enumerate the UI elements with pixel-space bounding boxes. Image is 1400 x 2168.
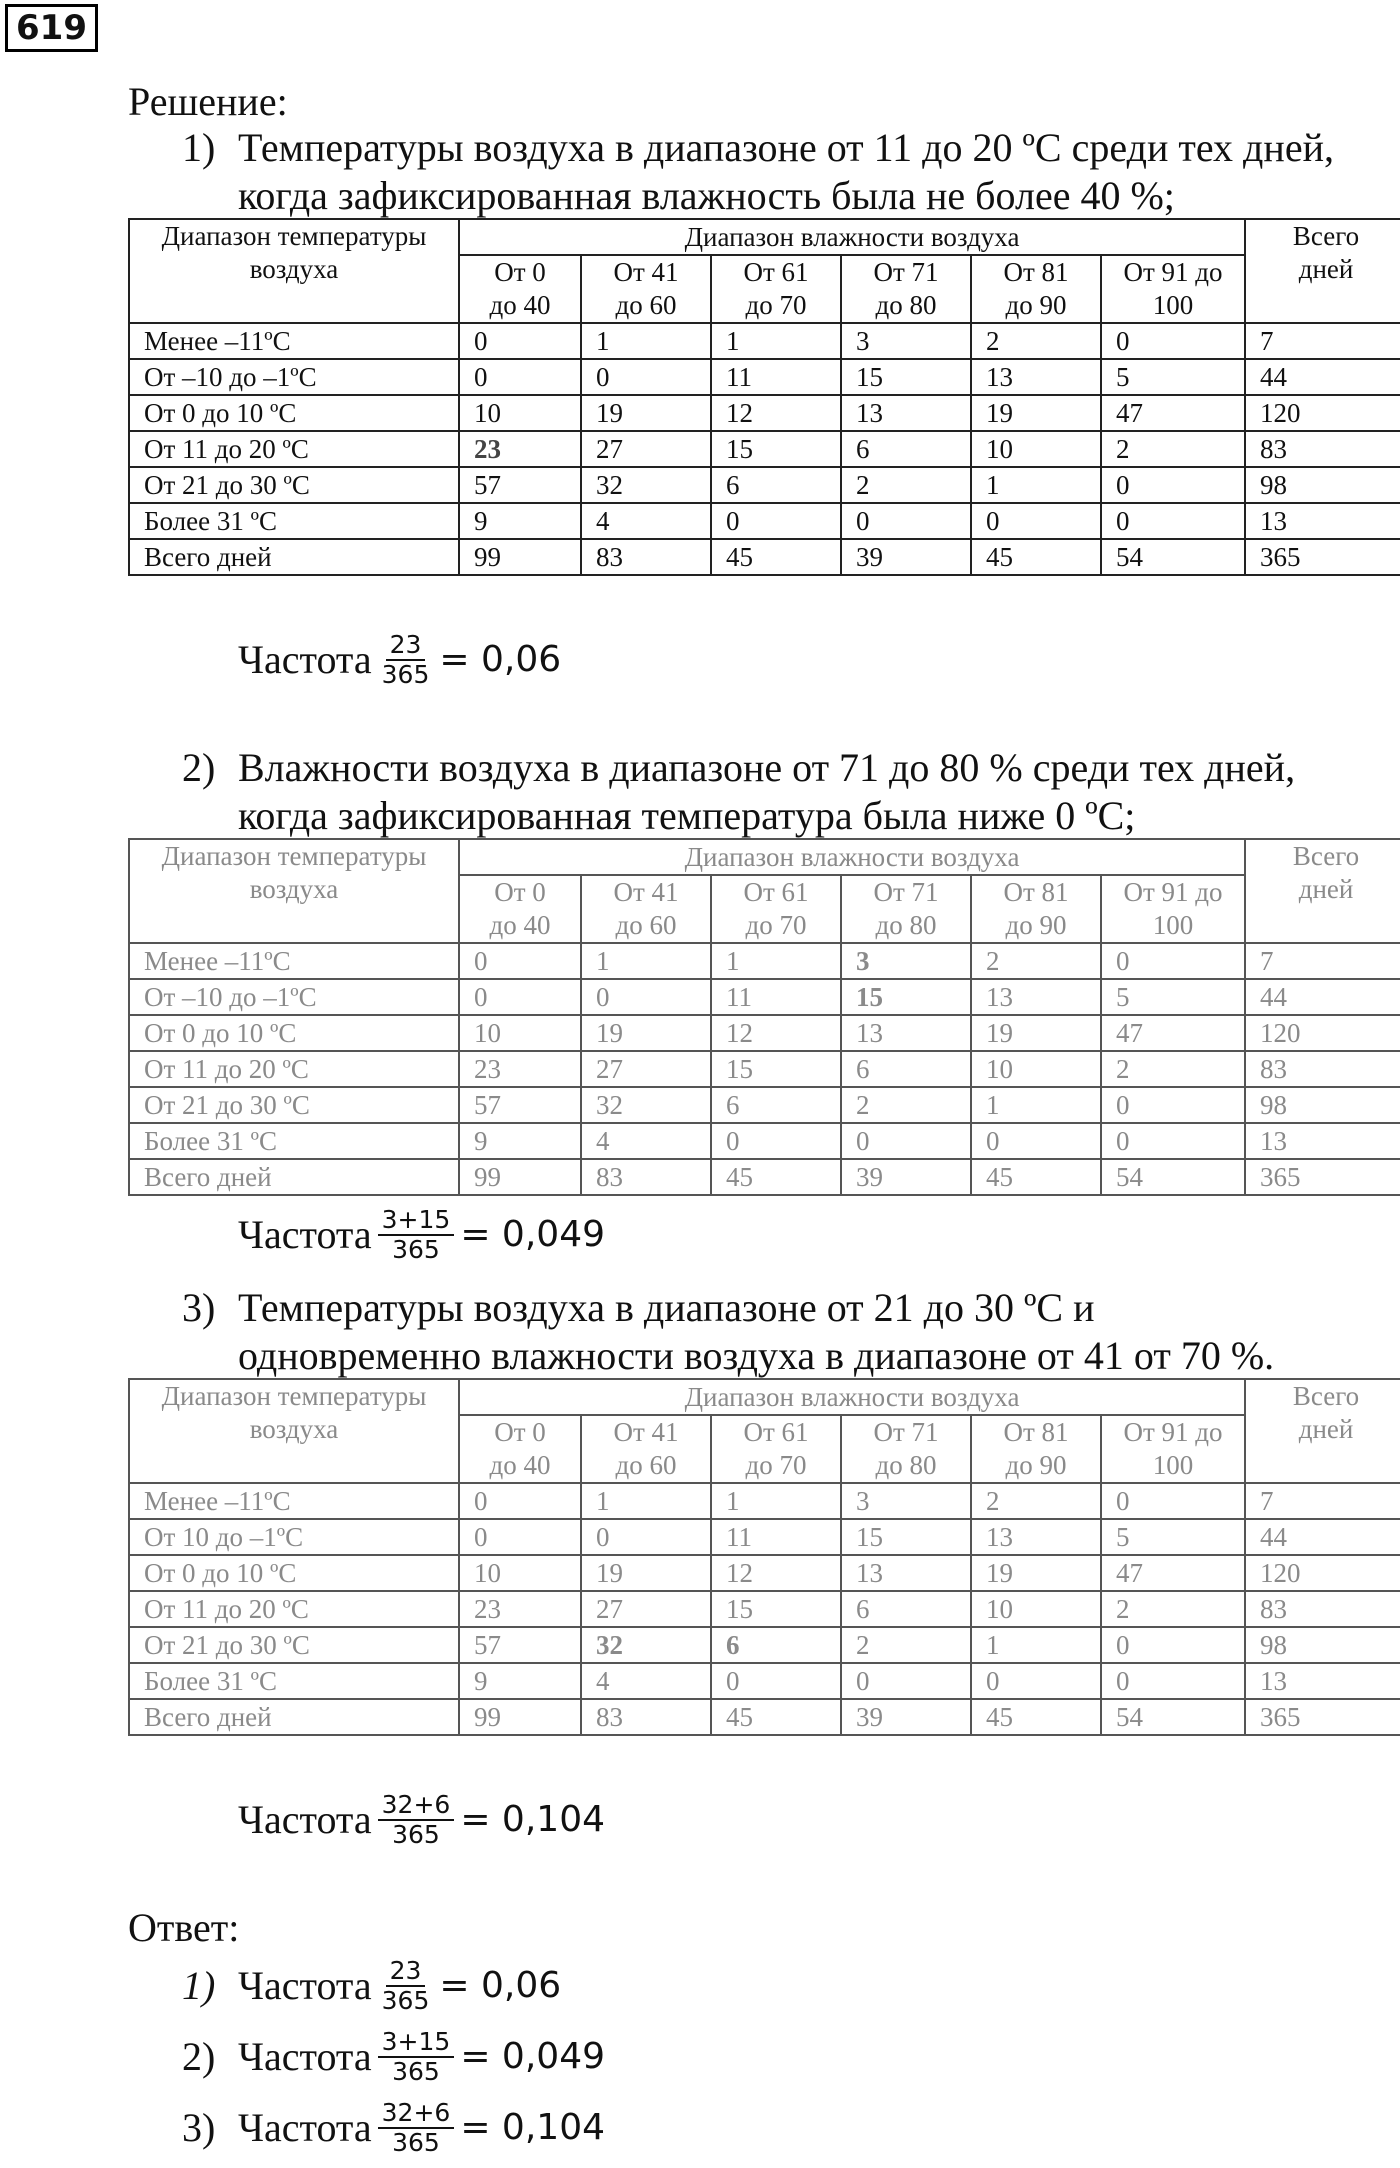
header-total-days: Всего дней xyxy=(1245,219,1400,323)
frequency-table-2 xyxy=(128,838,1400,1196)
table-cell: 13 xyxy=(1245,1663,1400,1699)
table-row xyxy=(129,1699,1400,1735)
table-cell: 10 xyxy=(459,395,581,431)
table-cell: 0 xyxy=(459,943,581,979)
row-label: От 21 до 30 ºС xyxy=(129,1087,459,1123)
fraction xyxy=(378,2099,455,2157)
row-label: От 21 до 30 ºС xyxy=(129,1627,459,1663)
table-cell: 99 xyxy=(459,1159,581,1195)
row-label: От 11 до 20 ºС xyxy=(129,431,459,467)
table-cell: 13 xyxy=(841,395,971,431)
table-row xyxy=(129,1123,1400,1159)
table-cell: 1 xyxy=(971,1087,1101,1123)
row-label: От 11 до 20 ºС xyxy=(129,1051,459,1087)
header-humidity-col: От 71 до 80 xyxy=(841,875,971,943)
table-cell: 13 xyxy=(971,1519,1101,1555)
table-cell: 47 xyxy=(1101,395,1245,431)
table-cell: 32 xyxy=(581,1087,711,1123)
table-cell: 0 xyxy=(1101,467,1245,503)
table-cell: 54 xyxy=(1101,1699,1245,1735)
table-cell: 23 xyxy=(459,431,581,467)
header-humidity-col: От 41 до 60 xyxy=(581,1415,711,1483)
table-cell: 2 xyxy=(841,1627,971,1663)
table-cell: 2 xyxy=(841,1087,971,1123)
table-row xyxy=(129,1483,1400,1519)
table-cell: 15 xyxy=(711,431,841,467)
header-humidity-col: От 91 до 100 xyxy=(1101,1415,1245,1483)
table-cell: 45 xyxy=(971,1159,1101,1195)
table-cell: 365 xyxy=(1245,539,1400,575)
table-cell: 19 xyxy=(971,1015,1101,1051)
part1-line1 xyxy=(182,124,1334,172)
row-label: Всего дней xyxy=(129,539,459,575)
table-cell: 0 xyxy=(1101,503,1245,539)
row-label: Более 31 ºС xyxy=(129,1123,459,1159)
result: = 0,06 xyxy=(439,639,562,680)
row-label: От –10 до –1ºС xyxy=(129,979,459,1015)
table-cell: 0 xyxy=(459,1483,581,1519)
table-cell: 19 xyxy=(581,395,711,431)
table-cell: 0 xyxy=(971,1663,1101,1699)
table-row xyxy=(129,1519,1400,1555)
header-humidity-col: От 91 до 100 xyxy=(1101,255,1245,323)
table-cell: 23 xyxy=(459,1051,581,1087)
table-cell: 4 xyxy=(581,503,711,539)
row-label: Более 31 ºС xyxy=(129,503,459,539)
table-cell: 1 xyxy=(581,1483,711,1519)
table-cell: 0 xyxy=(459,1519,581,1555)
header-humidity-range: Диапазон влажности воздуха xyxy=(459,839,1245,875)
table-row xyxy=(129,943,1400,979)
table-cell: 5 xyxy=(1101,979,1245,1015)
table-cell: 0 xyxy=(841,1663,971,1699)
table-cell: 365 xyxy=(1245,1159,1400,1195)
table-cell: 1 xyxy=(581,943,711,979)
numerator: 32+6 xyxy=(378,1791,455,1821)
row-label: Менее –11ºС xyxy=(129,1483,459,1519)
table-cell: 45 xyxy=(971,539,1101,575)
table-cell: 83 xyxy=(581,1159,711,1195)
row-label: Менее –11ºС xyxy=(129,943,459,979)
table-cell: 3 xyxy=(841,323,971,359)
table-cell: 7 xyxy=(1245,943,1400,979)
header-humidity-col: От 0 до 40 xyxy=(459,1415,581,1483)
table-row xyxy=(129,431,1400,467)
row-label: Более 31 ºС xyxy=(129,1663,459,1699)
table-cell: 0 xyxy=(1101,1087,1245,1123)
table-cell: 98 xyxy=(1245,1087,1400,1123)
answer-number: 3) xyxy=(182,2105,216,2150)
table-cell: 27 xyxy=(581,1591,711,1627)
part1-text-line1: Температуры воздуха в диапазоне от 11 до 20 ºС среди тех дней, xyxy=(238,125,1334,170)
table-header-row xyxy=(129,839,1400,875)
table-cell: 12 xyxy=(711,1015,841,1051)
answer-label: Ответ: xyxy=(128,1905,240,1950)
table-cell: 27 xyxy=(581,1051,711,1087)
table-cell: 44 xyxy=(1245,979,1400,1015)
table-cell: 0 xyxy=(711,1123,841,1159)
table-cell: 13 xyxy=(971,359,1101,395)
table-row xyxy=(129,1591,1400,1627)
table-row xyxy=(129,395,1400,431)
row-label: От 0 до 10 ºС xyxy=(129,1555,459,1591)
table-cell: 27 xyxy=(581,431,711,467)
table-cell: 4 xyxy=(581,1663,711,1699)
table-cell: 57 xyxy=(459,467,581,503)
table-cell: 39 xyxy=(841,1159,971,1195)
part1-formula xyxy=(238,630,561,690)
table-cell: 1 xyxy=(971,467,1101,503)
row-label: От –10 до –1ºС xyxy=(129,359,459,395)
table-cell: 11 xyxy=(711,979,841,1015)
table-cell: 0 xyxy=(1101,1123,1245,1159)
freq-word: Частота xyxy=(238,1212,372,1257)
table-cell: 10 xyxy=(971,1051,1101,1087)
table-cell: 6 xyxy=(711,1087,841,1123)
table-header-row xyxy=(129,219,1400,255)
table-cell: 0 xyxy=(711,503,841,539)
table-cell: 11 xyxy=(711,359,841,395)
header-humidity-col: От 61 до 70 xyxy=(711,255,841,323)
table-cell: 9 xyxy=(459,503,581,539)
table-cell: 2 xyxy=(971,943,1101,979)
table-cell: 83 xyxy=(1245,431,1400,467)
part1-line2: когда зафиксированная влажность была не более 40 %; xyxy=(238,173,1175,218)
table-cell: 6 xyxy=(841,1051,971,1087)
table-cell: 0 xyxy=(459,323,581,359)
table-cell: 15 xyxy=(711,1591,841,1627)
header-humidity-col: От 91 до 100 xyxy=(1101,875,1245,943)
table-cell: 120 xyxy=(1245,1015,1400,1051)
header-humidity-col: От 41 до 60 xyxy=(581,875,711,943)
denominator: 365 xyxy=(392,1235,440,1264)
part2-line2: когда зафиксированная температура была ниже 0 ºС; xyxy=(238,793,1136,838)
header-humidity-col: От 71 до 80 xyxy=(841,255,971,323)
table-cell: 10 xyxy=(459,1555,581,1591)
table-cell: 3 xyxy=(841,1483,971,1519)
answer-1 xyxy=(182,1956,561,2016)
frequency-table-3 xyxy=(128,1378,1400,1736)
row-label: От 11 до 20 ºС xyxy=(129,1591,459,1627)
numerator: 32+6 xyxy=(378,2099,455,2129)
table-cell: 13 xyxy=(841,1555,971,1591)
table-cell: 45 xyxy=(971,1699,1101,1735)
table-cell: 15 xyxy=(841,1519,971,1555)
table-cell: 47 xyxy=(1101,1015,1245,1051)
table-cell: 13 xyxy=(1245,503,1400,539)
header-temp-range: Диапазон температуры воздуха xyxy=(129,219,459,323)
part2-text-line1: Влажности воздуха в диапазоне от 71 до 80 % среди тех дней, xyxy=(238,745,1296,790)
header-temp-range: Диапазон температуры воздуха xyxy=(129,1379,459,1483)
fraction xyxy=(378,1957,434,2015)
table-cell: 45 xyxy=(711,1159,841,1195)
table-cell: 6 xyxy=(841,1591,971,1627)
denominator: 365 xyxy=(381,1986,430,2015)
table-cell: 15 xyxy=(841,979,971,1015)
table-row xyxy=(129,503,1400,539)
table-header-row xyxy=(129,1379,1400,1415)
table-cell: 9 xyxy=(459,1123,581,1159)
part2-number: 2) xyxy=(182,745,216,790)
header-humidity-col: От 71 до 80 xyxy=(841,1415,971,1483)
table-row xyxy=(129,1015,1400,1051)
header-humidity-col: От 41 до 60 xyxy=(581,255,711,323)
table-cell: 0 xyxy=(581,359,711,395)
table-row xyxy=(129,359,1400,395)
table-cell: 98 xyxy=(1245,1627,1400,1663)
header-humidity-col: От 61 до 70 xyxy=(711,1415,841,1483)
numerator: 3+15 xyxy=(378,1206,455,1236)
freq-word: Частота xyxy=(238,1797,372,1842)
solution-label: Решение: xyxy=(128,79,288,124)
row-label: От 21 до 30 ºС xyxy=(129,467,459,503)
table-cell: 83 xyxy=(1245,1051,1400,1087)
result: = 0,049 xyxy=(460,1214,605,1255)
header-humidity-col: От 0 до 40 xyxy=(459,255,581,323)
part3-number: 3) xyxy=(182,1285,216,1330)
table-cell: 0 xyxy=(841,503,971,539)
table-cell: 12 xyxy=(711,1555,841,1591)
row-label: Всего дней xyxy=(129,1159,459,1195)
table-cell: 7 xyxy=(1245,1483,1400,1519)
header-humidity-col: От 0 до 40 xyxy=(459,875,581,943)
denominator: 365 xyxy=(381,660,430,689)
fraction xyxy=(378,1791,455,1849)
header-humidity-range: Диапазон влажности воздуха xyxy=(459,1379,1245,1415)
table-cell: 1 xyxy=(581,323,711,359)
table-cell: 83 xyxy=(581,1699,711,1735)
table-cell: 44 xyxy=(1245,359,1400,395)
table-cell: 1 xyxy=(711,323,841,359)
table-cell: 0 xyxy=(459,359,581,395)
part3-text-line1: Температуры воздуха в диапазоне от 21 до 30 ºС и xyxy=(238,1285,1095,1330)
row-label: Менее –11ºС xyxy=(129,323,459,359)
fraction xyxy=(378,631,434,689)
table-cell: 0 xyxy=(581,1519,711,1555)
table-cell: 10 xyxy=(971,1591,1101,1627)
table-cell: 0 xyxy=(971,503,1101,539)
table-cell: 99 xyxy=(459,539,581,575)
result: = 0,104 xyxy=(460,1799,605,1840)
table-cell: 0 xyxy=(1101,323,1245,359)
freq-word: Частота xyxy=(238,2034,372,2079)
table-cell: 19 xyxy=(581,1555,711,1591)
result: = 0,06 xyxy=(439,1965,562,2006)
freq-word: Частота xyxy=(238,1963,372,2008)
table-row xyxy=(129,1663,1400,1699)
table-cell: 32 xyxy=(581,467,711,503)
table-cell: 120 xyxy=(1245,395,1400,431)
table-cell: 4 xyxy=(581,1123,711,1159)
table-row xyxy=(129,467,1400,503)
header-total-days: Всего дней xyxy=(1245,839,1400,943)
denominator: 365 xyxy=(392,2057,440,2086)
table-cell: 98 xyxy=(1245,467,1400,503)
table-row xyxy=(129,1051,1400,1087)
header-humidity-col: От 81 до 90 xyxy=(971,255,1101,323)
table-cell: 2 xyxy=(841,467,971,503)
part2-formula xyxy=(238,1205,605,1265)
table-cell: 13 xyxy=(971,979,1101,1015)
table-cell: 23 xyxy=(459,1591,581,1627)
part3-line2: одновременно влажности воздуха в диапазоне от 41 от 70 %. xyxy=(238,1333,1275,1378)
table-cell: 0 xyxy=(1101,1483,1245,1519)
table-cell: 57 xyxy=(459,1627,581,1663)
table-cell: 3 xyxy=(841,943,971,979)
answer-3 xyxy=(182,2098,605,2158)
table-cell: 1 xyxy=(711,1483,841,1519)
table-row xyxy=(129,323,1400,359)
table-cell: 2 xyxy=(971,323,1101,359)
table-cell: 13 xyxy=(1245,1123,1400,1159)
fraction xyxy=(378,1206,455,1264)
table-cell: 0 xyxy=(841,1123,971,1159)
table-cell: 47 xyxy=(1101,1555,1245,1591)
row-label: От 10 до –1ºС xyxy=(129,1519,459,1555)
part2-line1 xyxy=(182,744,1295,792)
table-cell: 15 xyxy=(711,1051,841,1087)
result: = 0,049 xyxy=(460,2036,605,2077)
table-cell: 10 xyxy=(459,1015,581,1051)
fraction xyxy=(378,2028,455,2086)
table-cell: 9 xyxy=(459,1663,581,1699)
answer-number: 1) xyxy=(182,1963,216,2008)
table-cell: 99 xyxy=(459,1699,581,1735)
answer-number: 2) xyxy=(182,2034,216,2079)
freq-word: Частота xyxy=(238,2105,372,2150)
table-cell: 5 xyxy=(1101,1519,1245,1555)
numerator: 23 xyxy=(386,631,426,661)
table-row xyxy=(129,539,1400,575)
table-row xyxy=(129,1087,1400,1123)
table-cell: 45 xyxy=(711,539,841,575)
table-cell: 2 xyxy=(971,1483,1101,1519)
table-cell: 0 xyxy=(581,979,711,1015)
part1-number: 1) xyxy=(182,125,216,170)
table-cell: 120 xyxy=(1245,1555,1400,1591)
table-cell: 83 xyxy=(581,539,711,575)
table-cell: 11 xyxy=(711,1519,841,1555)
result: = 0,104 xyxy=(460,2107,605,2148)
row-label: Всего дней xyxy=(129,1699,459,1735)
table-cell: 1 xyxy=(711,943,841,979)
table-cell: 57 xyxy=(459,1087,581,1123)
table-cell: 32 xyxy=(581,1627,711,1663)
table-cell: 7 xyxy=(1245,323,1400,359)
table-cell: 6 xyxy=(841,431,971,467)
table-cell: 2 xyxy=(1101,1591,1245,1627)
numerator: 23 xyxy=(386,1957,426,1987)
denominator: 365 xyxy=(392,1820,440,1849)
table-cell: 0 xyxy=(1101,1627,1245,1663)
answer-2 xyxy=(182,2027,605,2087)
table-cell: 6 xyxy=(711,467,841,503)
header-humidity-col: От 81 до 90 xyxy=(971,1415,1101,1483)
header-temp-range: Диапазон температуры воздуха xyxy=(129,839,459,943)
header-humidity-col: От 81 до 90 xyxy=(971,875,1101,943)
part3-formula xyxy=(238,1790,605,1850)
table-cell: 12 xyxy=(711,395,841,431)
table-cell: 0 xyxy=(459,979,581,1015)
table-cell: 6 xyxy=(711,1627,841,1663)
problem-number: 619 xyxy=(5,4,98,52)
table-cell: 0 xyxy=(971,1123,1101,1159)
row-label: От 0 до 10 ºС xyxy=(129,1015,459,1051)
table-cell: 0 xyxy=(711,1663,841,1699)
table-cell: 19 xyxy=(581,1015,711,1051)
table-cell: 44 xyxy=(1245,1519,1400,1555)
row-label: От 0 до 10 ºС xyxy=(129,395,459,431)
table-cell: 19 xyxy=(971,395,1101,431)
numerator: 3+15 xyxy=(378,2028,455,2058)
table-cell: 54 xyxy=(1101,1159,1245,1195)
table-cell: 1 xyxy=(971,1627,1101,1663)
table-cell: 10 xyxy=(971,431,1101,467)
header-humidity-col: От 61 до 70 xyxy=(711,875,841,943)
table-row xyxy=(129,1159,1400,1195)
header-total-days: Всего дней xyxy=(1245,1379,1400,1483)
frequency-table-1 xyxy=(128,218,1400,576)
table-cell: 83 xyxy=(1245,1591,1400,1627)
freq-word: Частота xyxy=(238,637,372,682)
table-row xyxy=(129,1555,1400,1591)
table-cell: 54 xyxy=(1101,539,1245,575)
table-cell: 0 xyxy=(1101,943,1245,979)
denominator: 365 xyxy=(392,2128,440,2157)
table-cell: 45 xyxy=(711,1699,841,1735)
part3-line1 xyxy=(182,1284,1095,1332)
table-cell: 2 xyxy=(1101,431,1245,467)
table-cell: 15 xyxy=(841,359,971,395)
header-humidity-range: Диапазон влажности воздуха xyxy=(459,219,1245,255)
table-cell: 365 xyxy=(1245,1699,1400,1735)
table-cell: 2 xyxy=(1101,1051,1245,1087)
table-row xyxy=(129,979,1400,1015)
table-cell: 0 xyxy=(1101,1663,1245,1699)
table-cell: 13 xyxy=(841,1015,971,1051)
table-cell: 39 xyxy=(841,539,971,575)
table-row xyxy=(129,1627,1400,1663)
table-cell: 39 xyxy=(841,1699,971,1735)
table-cell: 5 xyxy=(1101,359,1245,395)
table-cell: 19 xyxy=(971,1555,1101,1591)
